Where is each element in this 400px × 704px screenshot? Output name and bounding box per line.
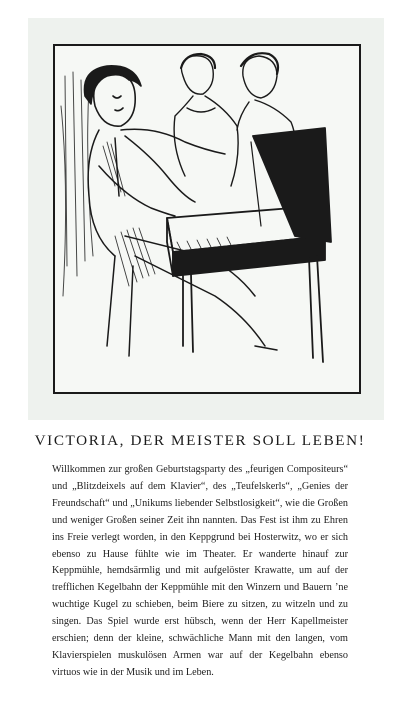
pianist-head	[84, 66, 141, 126]
illustration-frame	[53, 44, 361, 394]
page-title: VICTORIA, DER MEISTER SOLL LEBEN!	[34, 432, 366, 449]
coat-hatching	[103, 142, 155, 286]
harpsichord-lid	[251, 128, 331, 242]
pianist-illustration	[55, 46, 359, 392]
onlooker-woman	[174, 54, 238, 186]
body-paragraph: Willkommen zur großen Geburtstagsparty des „feurigen Compositeurs“ und „Blitzdeixels auf dem Klavier“, des „Teufelskerls“, „Genies der Freundschaft“ und „Unikums liebender Selbstlosigkeit“, wie die Großen und weniger Großen seiner Zeit ihn nannten. Das Fest ist ihm zu Ehren ins Freie verlegt worden, in den Keppgrund bei Hosterwitz, wo er sich ebenso zu Hause fühlte wie im Theater. Er wanderte hinauf zur Keppmühle, hemdsärmlig und mit aufgelöster Krawatte, um auf der trefflichen Kegelbahn der Keppmühle mit den Winzern und Bauern ’ne wuchtige Kugel zu schieben, beim Biere zu sitzen, zu witzeln und zu singen. Das Spiel wurde erst hübsch, wenn der Herr Kapellmeister erschien; denn der kleine, schwächliche Mann mit den langen, vom Klavierspielen muskulösen Armen war auf der Kegelbahn ebenso virtuos wie in der Musik und im Leben.	[52, 464, 348, 678]
